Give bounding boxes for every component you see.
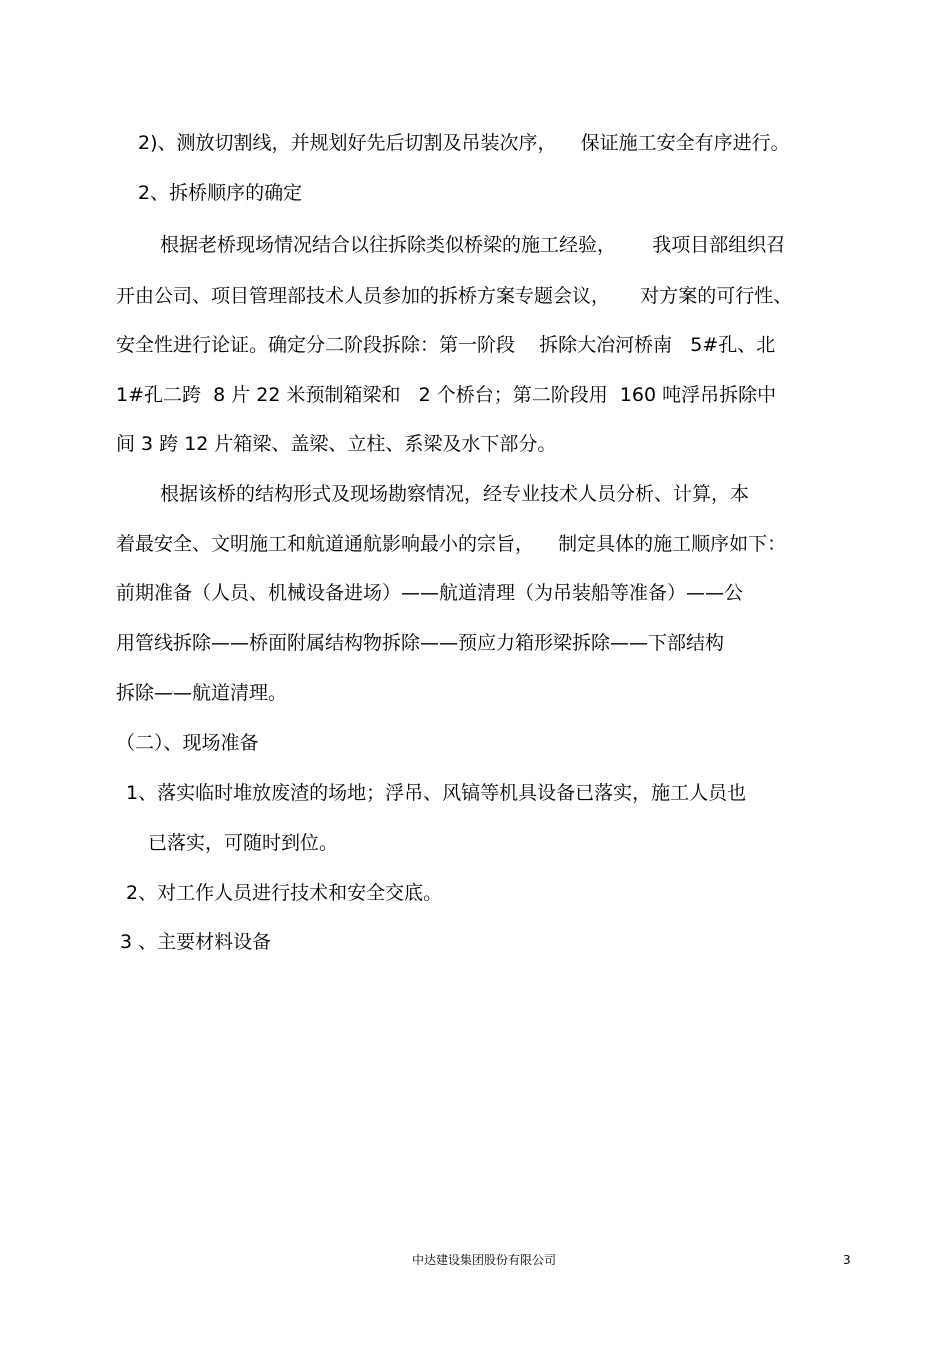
text-line: 用管线拆除——桥面附属结构物拆除——预应力箱形梁拆除——下部结构 <box>116 632 725 654</box>
text-line: 根据老桥现场情况结合以往拆除类似桥梁的施工经验， 我项目部组织召 <box>160 234 786 256</box>
list-item: 1、落实临时堆放废渣的场地；浮吊、风镐等机具设备已落实，施工人员也 <box>126 782 747 804</box>
text-line: 拆除——航道清理。 <box>116 682 288 704</box>
footer-company: 中达建设集团股份有限公司 <box>412 1253 557 1267</box>
text-line: 着最安全、文明施工和航道通航影响最小的宗旨， 制定具体的施工顺序如下： <box>116 533 787 555</box>
text-line: 安全性进行论证。确定分二阶段拆除：第一阶段 拆除大冶河桥南 5#孔、北 <box>116 334 776 356</box>
text-line: 间 3 跨 12 片箱梁、盖梁、立柱、系梁及水下部分。 <box>116 433 557 455</box>
section-heading: （二）、现场准备 <box>116 732 259 754</box>
list-item-continuation: 已落实，可随时到位。 <box>148 832 339 854</box>
text-line: 1#孔二跨 8 片 22 米预制箱梁和 2 个桥台；第二阶段用 160 吨浮吊拆除中 <box>116 384 777 406</box>
page-number: 3 <box>843 1253 851 1267</box>
text-line: 前期准备（人员、机械设备进场）——航道清理（为吊装船等准备）——公 <box>116 582 744 604</box>
list-item: 2、对工作人员进行技术和安全交底。 <box>126 882 443 904</box>
list-item: 3 、主要材料设备 <box>120 931 272 953</box>
text-line: 开由公司、项目管理部技术人员参加的拆桥方案专题会议， 对方案的可行性、 <box>116 285 793 307</box>
text-line: 2)、测放切割线，并规划好先后切割及吊装次序， 保证施工安全有序进行。 <box>138 132 790 154</box>
text-line: 根据该桥的结构形式及现场勘察情况，经专业技术人员分析、计算，本 <box>160 483 750 505</box>
section-heading: 2、拆桥顺序的确定 <box>138 182 303 204</box>
